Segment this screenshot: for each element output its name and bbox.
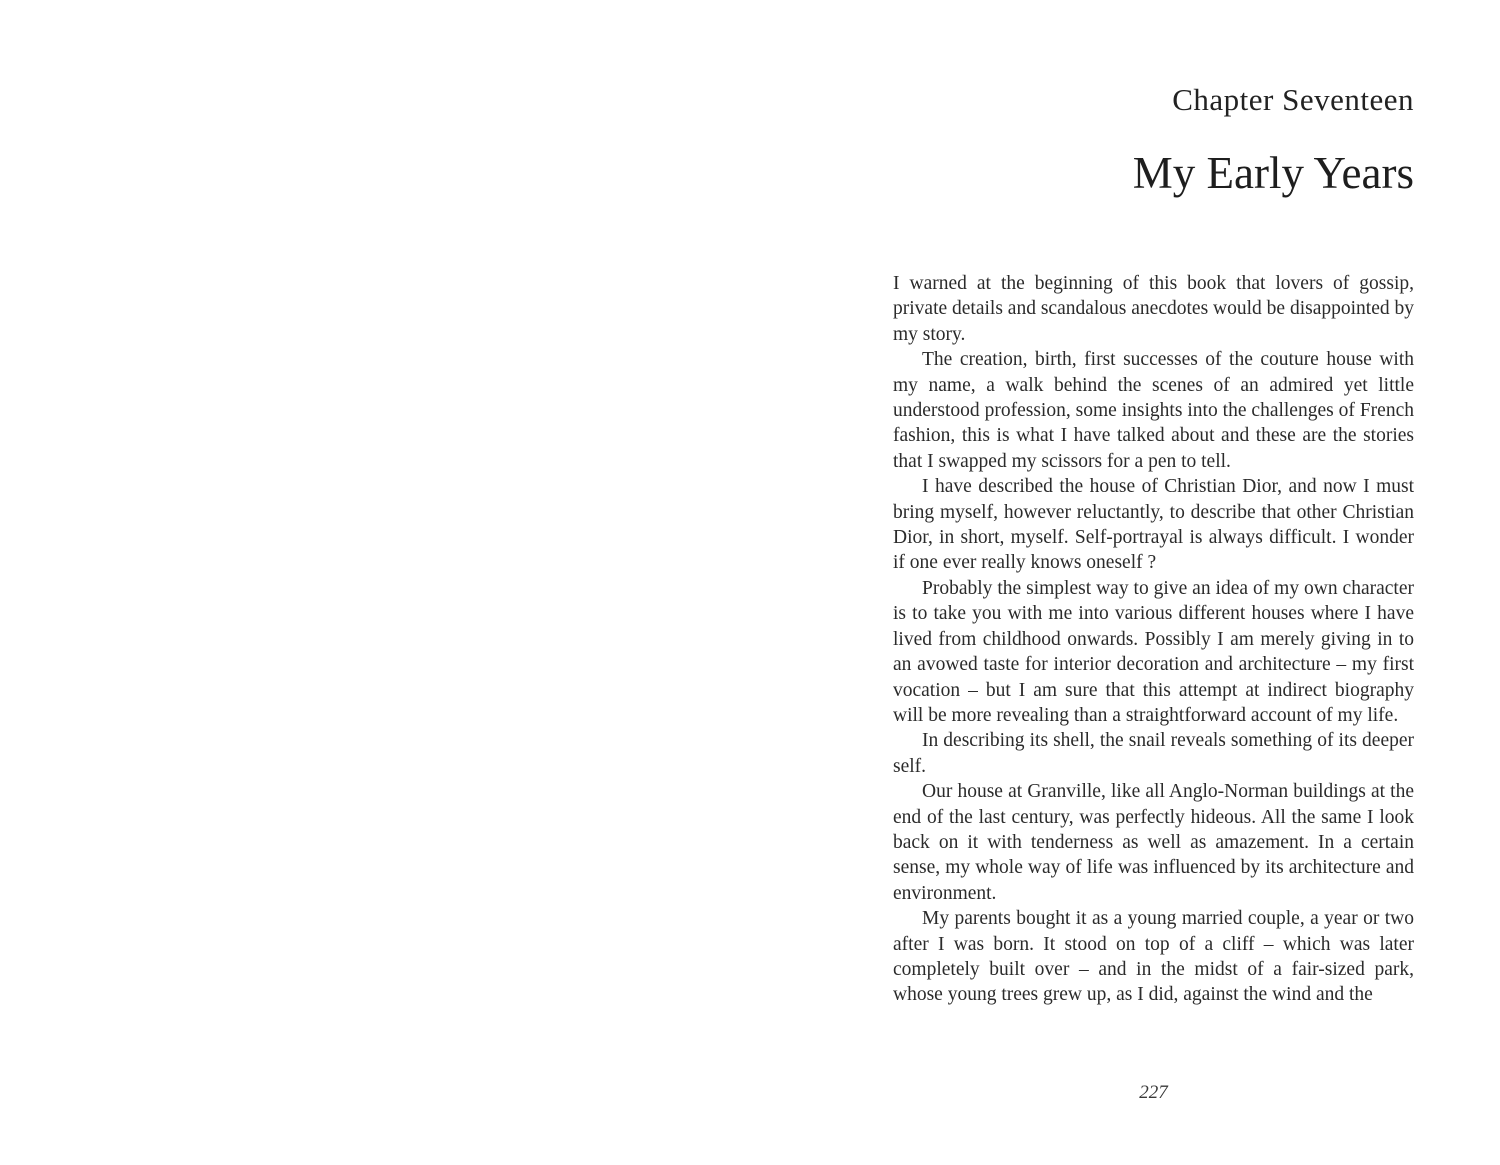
paragraph: Probably the simplest way to give an idea of my own character is to take you with me into various different houses where I have lived from childhood onwards. Possibly I am merely giving in to an avowed taste for interior decoration and architecture – my first vocation – but I am sure that this attempt at indirect biography will be more revealing than a straightforward account of my life. <box>893 577 1414 726</box>
chapter-title: My Early Years <box>1132 148 1414 198</box>
paragraph: I have described the house of Christian Dior, and now I must bring myself, however reluctantly, to describe that other Christian Dior, in short, myself. Self-portrayal is always difficult. I wonder if one ever really knows oneself ? <box>893 476 1414 574</box>
body-text <box>893 271 1414 1008</box>
page-number: 227 <box>1139 1082 1168 1103</box>
chapter-label: Chapter Seventeen <box>1172 82 1414 117</box>
paragraph: In describing its shell, the snail reveals something of its deeper self. <box>893 730 1414 777</box>
paragraph: My parents bought it as a young married couple, a year or two after I was born. It stood on top of a cliff – which was later completely built over – and in the midst of a fair-sized park, whose young trees grew up, as I did, against the wind and the <box>893 908 1414 1006</box>
paragraph: The creation, birth, first successes of the couture house with my name, a walk behind the scenes of an admired yet little understood profession, some insights into the challenges of French fashion, this is what I have talked about and these are the stories that I swapped my scissors for a pen to tell. <box>893 349 1414 472</box>
paragraph: I warned at the beginning of this book that lovers of gossip, private details and scandalous anecdotes would be disappointed by my story. <box>893 273 1414 345</box>
paragraph: Our house at Granville, like all Anglo-Norman buildings at the end of the last century, was perfectly hideous. All the same I look back on it with tenderness as well as amazement. In a certain sense, my whole way of life was influenced by its architecture and environment. <box>893 781 1414 904</box>
text-block <box>893 84 1414 1008</box>
